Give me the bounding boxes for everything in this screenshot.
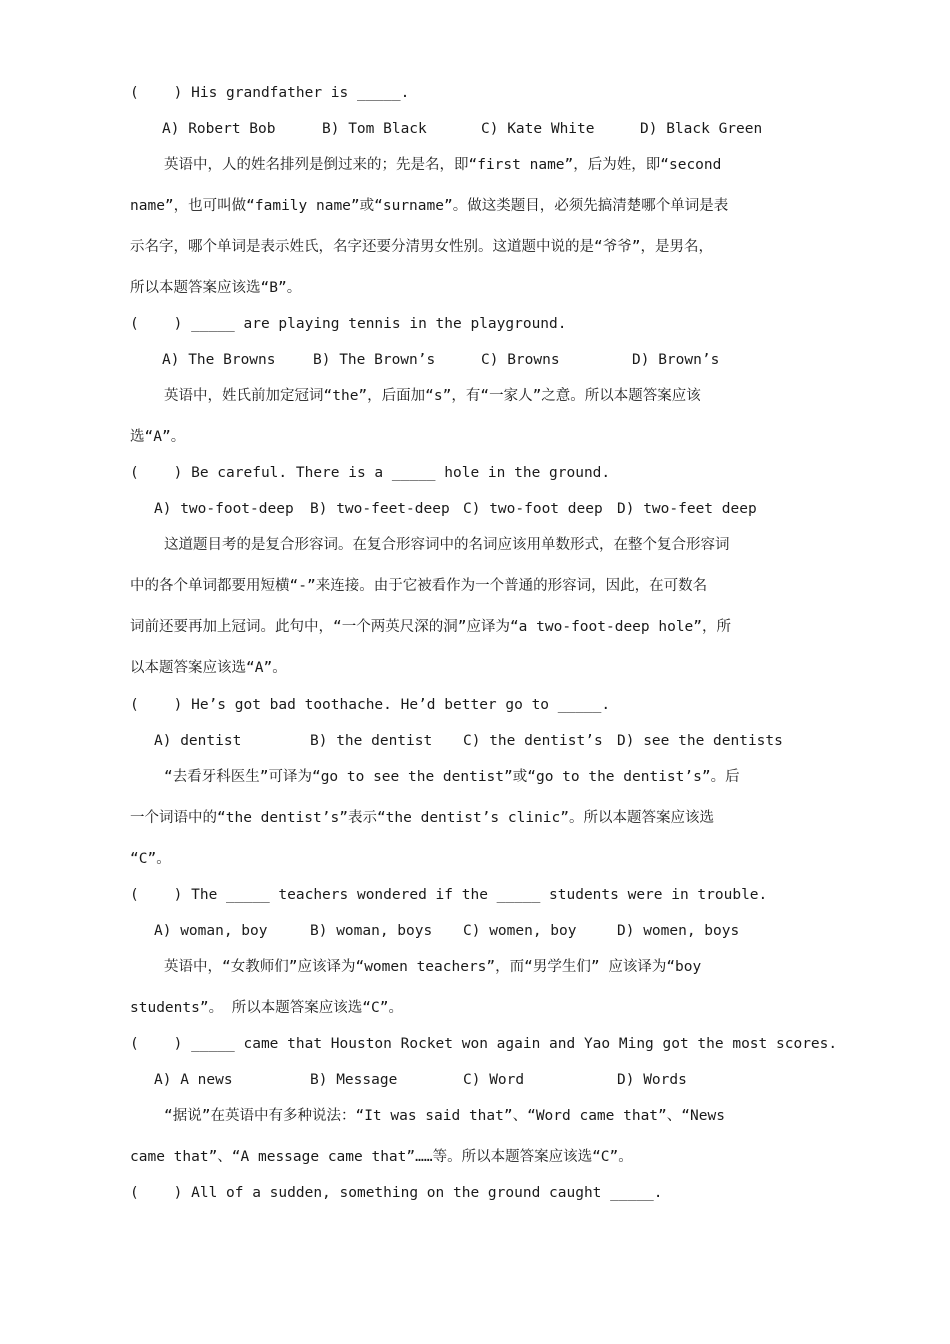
q2-option-d: D) Brown’s (632, 352, 720, 368)
q3-option-c: C) two-foot deep (463, 501, 603, 517)
q6-option-a: A) A news (154, 1072, 233, 1088)
q1-option-b: B) Tom Black (322, 121, 427, 137)
q3-option-b: B) two-feet-deep (310, 501, 450, 517)
q5-explanation-line-2: students”。 所以本题答案应该选“C”。 (130, 1000, 403, 1016)
q1-explanation-line-3: 示名字，哪个单词是表示姓氏，名字还要分清男女性别。这道题中说的是“爷爷”，是男名， (130, 239, 713, 255)
question-5: ( ) The _____ teachers wondered if the _____ students were in trouble. (130, 887, 768, 903)
q1-explanation-line-4: 所以本题答案应该选“B”。 (130, 280, 302, 296)
q6-option-b: B) Message (310, 1072, 398, 1088)
q3-explanation-line-2: 中的各个单词都要用短横“-”来连接。由于它被看作为一个普通的形容词，因此，在可数名 (130, 578, 708, 594)
q5-option-a: A) woman, boy (154, 923, 268, 939)
q4-option-b: B) the dentist (310, 733, 433, 749)
q3-explanation-line-4: 以本题答案应该选“A”。 (130, 660, 287, 676)
q2-explanation-line-2: 选“A”。 (130, 429, 186, 445)
q1-explanation-line-1: 英语中，人的姓名排列是倒过来的；先是名，即“first name”，后为姓，即“second (164, 157, 722, 173)
q4-explanation-line-1: “去看牙科医生”可译为“go to see the dentist”或“go to the dentist’s”。后 (164, 769, 740, 785)
q6-explanation-line-2: came that”、“A message came that”……等。所以本题答案应该选“C”。 (130, 1149, 633, 1165)
question-3: ( ) Be careful. There is a _____ hole in the ground. (130, 465, 611, 481)
q4-option-a: A) dentist (154, 733, 242, 749)
q6-explanation-line-1: “据说”在英语中有多种说法：“It was said that”、“Word came that”、“News (164, 1108, 725, 1124)
q3-explanation-line-1: 这道题目考的是复合形容词。在复合形容词中的名词应该用单数形式，在整个复合形容词 (164, 537, 730, 553)
question-7: ( ) All of a sudden, something on the ground caught _____. (130, 1185, 663, 1201)
q2-option-b: B) The Brown’s (313, 352, 436, 368)
q1-option-d: D) Black Green (640, 121, 763, 137)
q2-option-c: C) Browns (481, 352, 560, 368)
q3-option-d: D) two-feet deep (617, 501, 757, 517)
question-6: ( ) _____ came that Houston Rocket won again and Yao Ming got the most scores. (130, 1036, 838, 1052)
q6-option-c: C) Word (463, 1072, 525, 1088)
q4-explanation-line-2: 一个词语中的“the dentist’s”表示“the dentist’s clinic”。所以本题答案应该选 (130, 810, 714, 826)
q2-explanation-line-1: 英语中，姓氏前加定冠词“the”，后面加“s”，有“一家人”之意。所以本题答案应该 (164, 388, 701, 404)
q5-option-b: B) woman, boys (310, 923, 433, 939)
question-1: ( ) His grandfather is _____. (130, 85, 410, 101)
q6-option-d: D) Words (617, 1072, 687, 1088)
q5-option-d: D) women, boys (617, 923, 740, 939)
q4-option-d: D) see the dentists (617, 733, 783, 749)
q5-option-c: C) women, boy (463, 923, 577, 939)
q2-option-a: A) The Browns (162, 352, 276, 368)
q4-explanation-line-3: “C”。 (130, 851, 171, 867)
q3-explanation-line-3: 词前还要再加上冠词。此句中，“一个两英尺深的洞”应译为“a two-foot-deep hole”，所 (130, 619, 732, 635)
question-4: ( ) He’s got bad toothache. He’d better go to _____. (130, 697, 611, 713)
q3-option-a: A) two-foot-deep (154, 501, 294, 517)
q1-explanation-line-2: name”，也可叫做“family name”或“surname”。做这类题目，必须先搞清楚哪个单词是表 (130, 198, 729, 214)
q4-option-c: C) the dentist’s (463, 733, 603, 749)
question-2: ( ) _____ are playing tennis in the playground. (130, 316, 567, 332)
q1-option-a: A) Robert Bob (162, 121, 276, 137)
q5-explanation-line-1: 英语中，“女教师们”应该译为“women teachers”，而“男学生们” 应该译为“boy (164, 959, 702, 975)
q1-option-c: C) Kate White (481, 121, 595, 137)
